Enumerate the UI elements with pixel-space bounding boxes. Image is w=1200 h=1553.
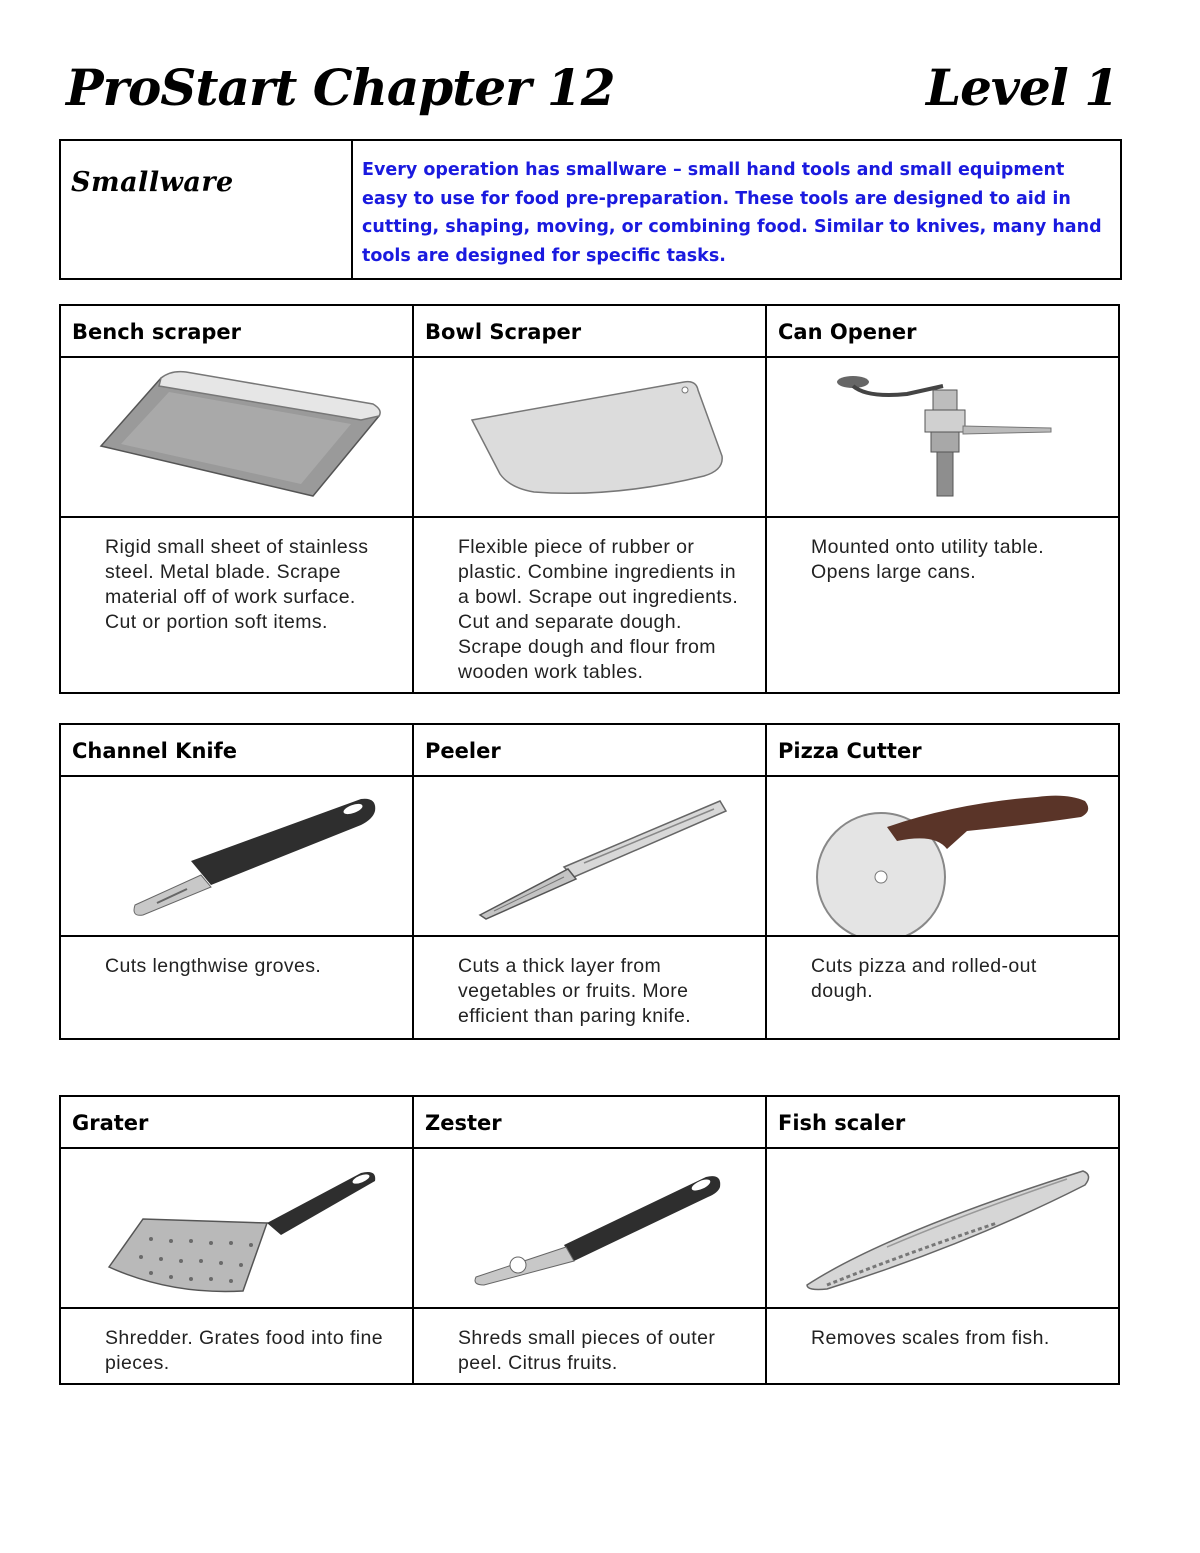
tool-image-cell	[60, 357, 413, 517]
channel-knife-icon	[61, 777, 412, 935]
tool-image-cell	[413, 776, 766, 936]
tool-name: Bowl Scraper	[413, 305, 766, 357]
peeler-icon	[414, 777, 765, 935]
tool-description: Cuts lengthwise groves.	[60, 936, 413, 1039]
tool-image-cell	[413, 357, 766, 517]
tool-name: Pizza Cutter	[766, 724, 1119, 776]
tool-name: Channel Knife	[60, 724, 413, 776]
tool-name: Bench scraper	[60, 305, 413, 357]
tool-image-cell	[766, 776, 1119, 936]
smallware-intro-box	[59, 139, 1122, 280]
tool-name: Fish scaler	[766, 1096, 1119, 1148]
smallware-heading: Smallware	[61, 141, 353, 278]
tool-description: Shreds small pieces of outer peel. Citrus fruits.	[413, 1308, 766, 1384]
tool-description: Flexible piece of rubber or plastic. Combine ingredients in a bowl. Scrape out ingredients. Cut and separate dough. Scrape dough and flour from wooden work tables.	[413, 517, 766, 693]
tool-description: Rigid small sheet of stainless steel. Metal blade. Scrape material off of work surface. Cut or portion soft items.	[60, 517, 413, 693]
tool-image-cell	[766, 1148, 1119, 1308]
level-label: Level 1	[925, 58, 1118, 117]
page-title: ProStart Chapter 12	[66, 58, 615, 117]
fish-scaler-icon	[767, 1149, 1118, 1307]
bench-scraper-icon	[61, 358, 412, 516]
tool-description: Removes scales from fish.	[766, 1308, 1119, 1384]
tool-name: Can Opener	[766, 305, 1119, 357]
tool-description: Cuts a thick layer from vegetables or fruits. More efficient than paring knife.	[413, 936, 766, 1039]
can-opener-icon	[767, 358, 1118, 516]
tool-name: Zester	[413, 1096, 766, 1148]
tool-description: Shredder. Grates food into fine pieces.	[60, 1308, 413, 1384]
tool-image-cell	[413, 1148, 766, 1308]
pizza-cutter-icon	[767, 777, 1118, 935]
tools-table-3	[59, 1095, 1120, 1385]
tool-image-cell	[766, 357, 1119, 517]
tool-image-cell	[60, 776, 413, 936]
tool-name: Grater	[60, 1096, 413, 1148]
tools-table-2	[59, 723, 1120, 1040]
bowl-scraper-icon	[414, 358, 765, 516]
zester-icon	[414, 1149, 765, 1307]
tools-table-1	[59, 304, 1120, 694]
smallware-description: Every operation has smallware – small hand tools and small equipment easy to use for food pre-preparation. These tools are designed to aid in cutting, shaping, moving, or combining food. Similar to knives, many hand tools are designed for specific tasks.	[362, 160, 1102, 266]
tool-image-cell	[60, 1148, 413, 1308]
tool-description: Mounted onto utility table. Opens large cans.	[766, 517, 1119, 693]
grater-icon	[61, 1149, 412, 1307]
tool-description: Cuts pizza and rolled-out dough.	[766, 936, 1119, 1039]
tool-name: Peeler	[413, 724, 766, 776]
